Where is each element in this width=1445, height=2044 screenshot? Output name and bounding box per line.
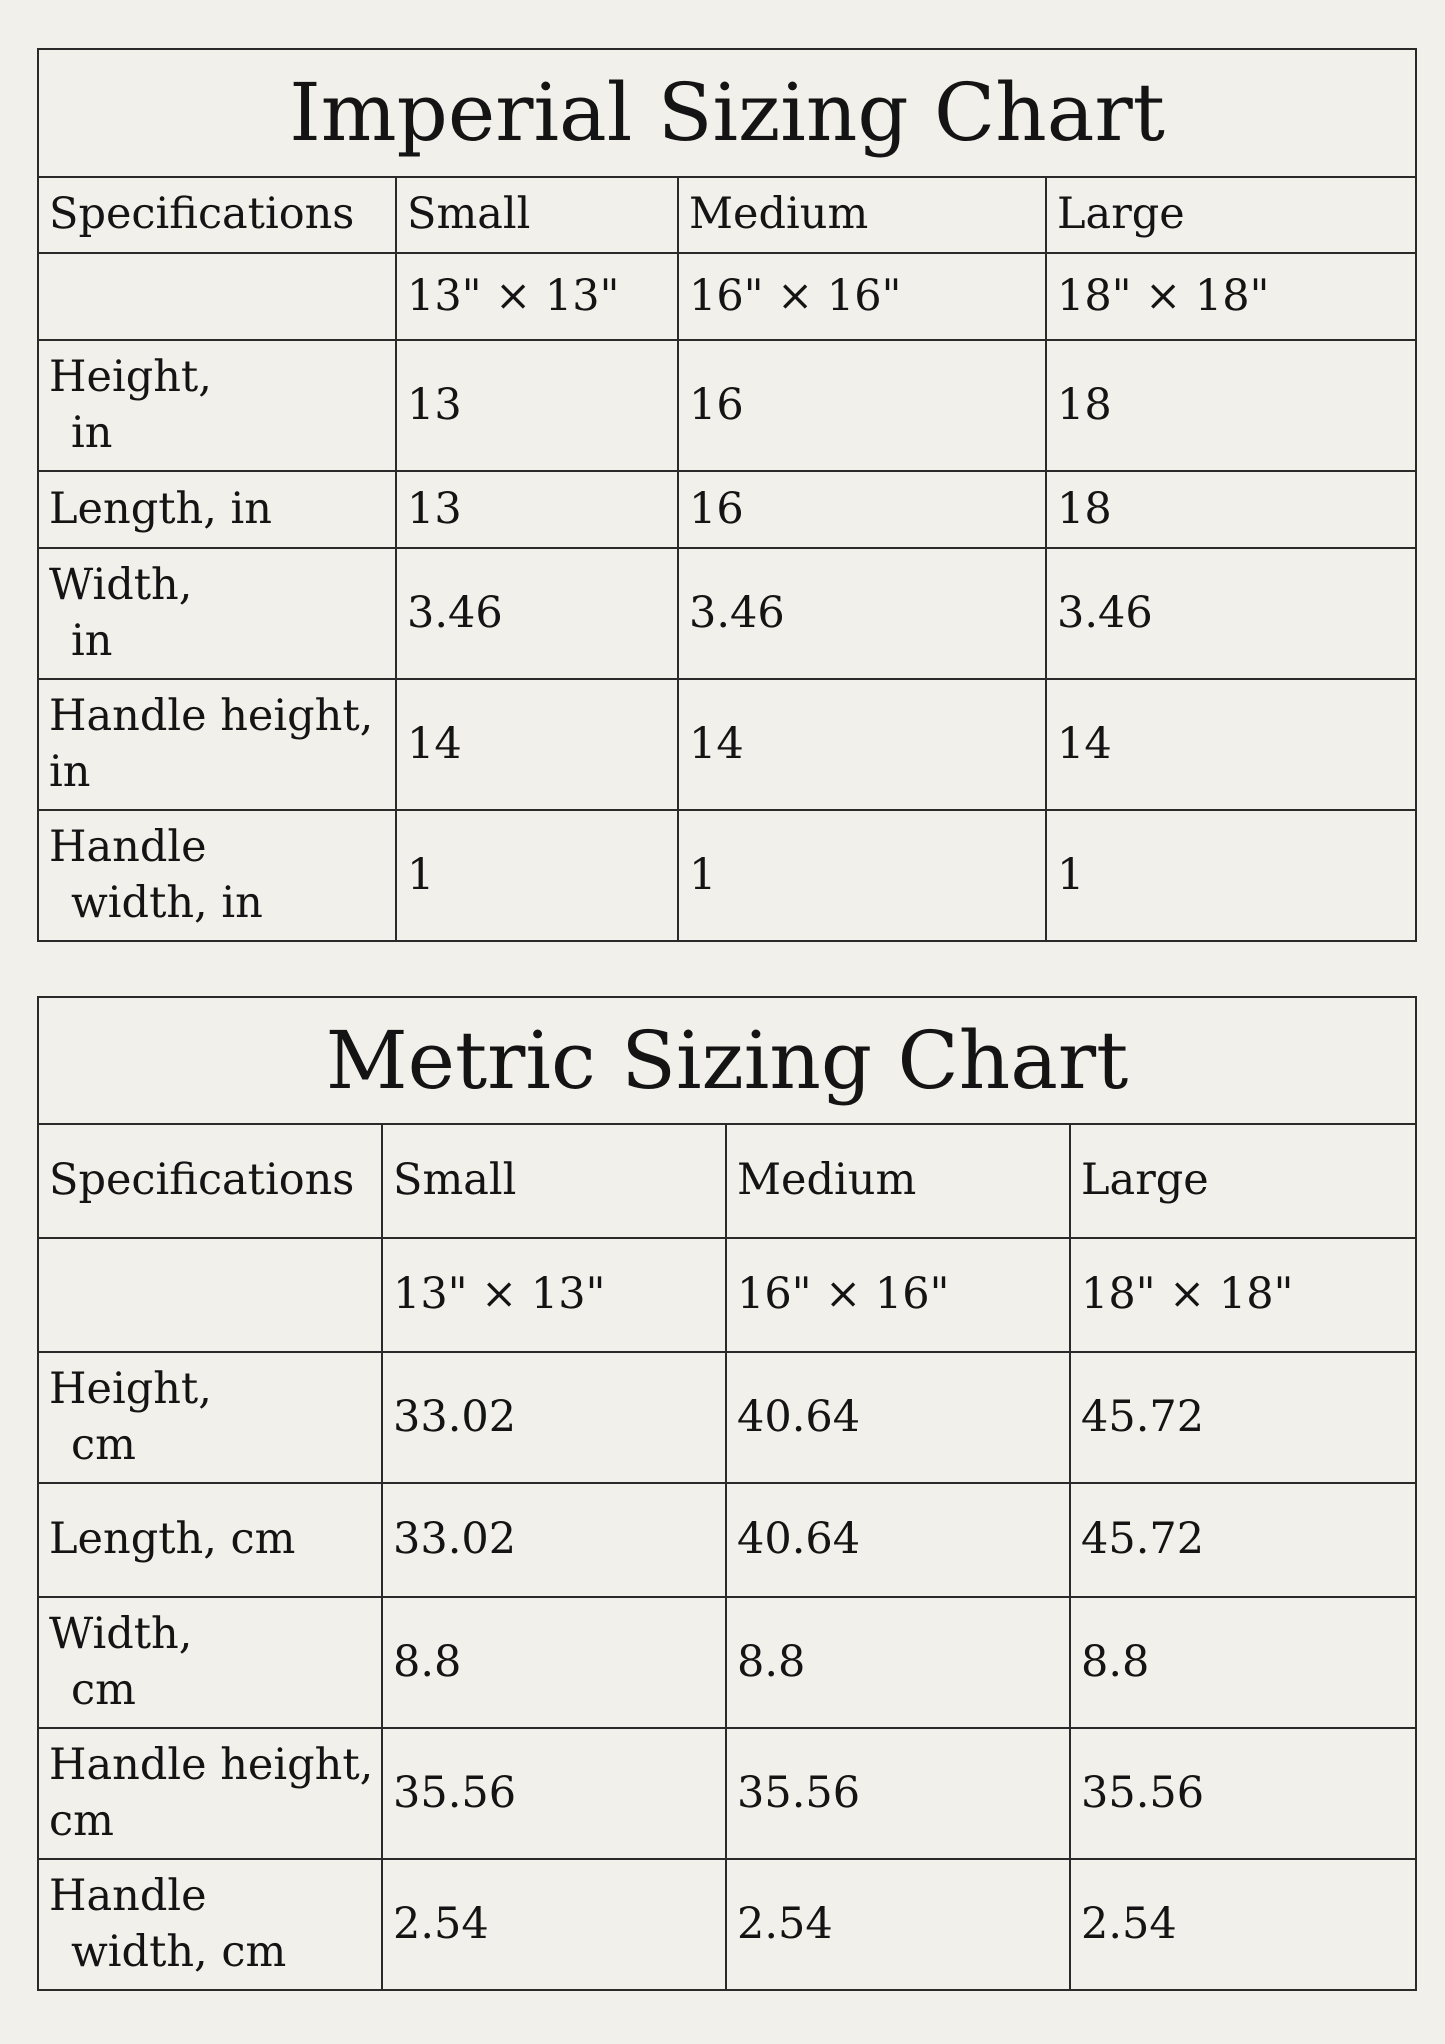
- row-label: [38, 1859, 382, 1990]
- dimension-medium: 16" × 16": [726, 1238, 1070, 1352]
- dimensions-row: [38, 253, 1416, 340]
- row-label-line1: Handle: [49, 822, 207, 873]
- value-medium: 8.8: [726, 1597, 1070, 1728]
- header-row: [38, 1124, 1416, 1238]
- table-row: [38, 471, 1416, 548]
- value-small: 33.02: [382, 1483, 726, 1597]
- row-label-line1: Width,: [49, 560, 193, 611]
- chart-title-row: [38, 49, 1416, 177]
- value-medium: 16: [678, 340, 1046, 471]
- header-specifications: Specifications: [38, 177, 396, 253]
- dimension-large: 18" × 18": [1070, 1238, 1416, 1352]
- row-label-line2: width, cm: [71, 1926, 287, 1977]
- dimension-small: 13" × 13": [382, 1238, 726, 1352]
- value-large: 45.72: [1070, 1483, 1416, 1597]
- row-label-line2: cm: [71, 1419, 136, 1470]
- table-row: [38, 679, 1416, 810]
- row-label-line1: Handle: [49, 1871, 207, 1922]
- value-large: 18: [1046, 471, 1416, 548]
- table-row: [38, 1728, 1416, 1859]
- header-large: Large: [1046, 177, 1416, 253]
- value-small: 13: [396, 471, 678, 548]
- value-large: 14: [1046, 679, 1416, 810]
- table-row: [38, 1352, 1416, 1483]
- dimensions-label: [38, 1238, 382, 1352]
- row-label: [38, 1728, 382, 1859]
- row-label: [38, 810, 396, 941]
- row-label: [38, 1597, 382, 1728]
- value-medium: 16: [678, 471, 1046, 548]
- row-label: [38, 1352, 382, 1483]
- value-medium: 35.56: [726, 1728, 1070, 1859]
- header-large: Large: [1070, 1124, 1416, 1238]
- row-label-line1: Width,: [49, 1609, 193, 1660]
- value-large: 1: [1046, 810, 1416, 941]
- row-label-line2: in: [49, 746, 91, 797]
- value-medium: 3.46: [678, 548, 1046, 679]
- table-row: [38, 810, 1416, 941]
- row-label-line1: Handle height,: [49, 691, 374, 742]
- dimension-medium: 16" × 16": [678, 253, 1046, 340]
- row-label-line2: cm: [49, 1795, 114, 1846]
- row-label-line1: Height,: [49, 1364, 212, 1415]
- value-large: 2.54: [1070, 1859, 1416, 1990]
- value-small: 33.02: [382, 1352, 726, 1483]
- row-label-line1: Handle height,: [49, 1740, 374, 1791]
- header-small: Small: [396, 177, 678, 253]
- row-label-line2: cm: [71, 1664, 136, 1715]
- value-small: 1: [396, 810, 678, 941]
- row-label-line2: width, in: [71, 877, 263, 928]
- value-small: 35.56: [382, 1728, 726, 1859]
- table-row: [38, 1483, 1416, 1597]
- value-small: 13: [396, 340, 678, 471]
- value-medium: 40.64: [726, 1352, 1070, 1483]
- header-medium: Medium: [678, 177, 1046, 253]
- chart-title: Metric Sizing Chart: [38, 997, 1416, 1124]
- row-label: [38, 548, 396, 679]
- row-label: [38, 679, 396, 810]
- value-large: 45.72: [1070, 1352, 1416, 1483]
- header-specifications: Specifications: [38, 1124, 382, 1238]
- row-label: [38, 340, 396, 471]
- chart-title: Imperial Sizing Chart: [38, 49, 1416, 177]
- row-label: Length, cm: [38, 1483, 382, 1597]
- imperial-sizing-chart: [37, 48, 1417, 942]
- value-medium: 14: [678, 679, 1046, 810]
- table-row: [38, 548, 1416, 679]
- row-label: Length, in: [38, 471, 396, 548]
- value-small: 3.46: [396, 548, 678, 679]
- value-small: 14: [396, 679, 678, 810]
- value-large: 8.8: [1070, 1597, 1416, 1728]
- dimension-large: 18" × 18": [1046, 253, 1416, 340]
- value-medium: 1: [678, 810, 1046, 941]
- value-large: 3.46: [1046, 548, 1416, 679]
- value-small: 8.8: [382, 1597, 726, 1728]
- value-large: 18: [1046, 340, 1416, 471]
- value-medium: 2.54: [726, 1859, 1070, 1990]
- value-small: 2.54: [382, 1859, 726, 1990]
- dimension-small: 13" × 13": [396, 253, 678, 340]
- dimensions-row: [38, 1238, 1416, 1352]
- table-row: [38, 1597, 1416, 1728]
- table-row: [38, 1859, 1416, 1990]
- header-row: [38, 177, 1416, 253]
- table-row: [38, 340, 1416, 471]
- row-label-line2: in: [71, 407, 113, 458]
- value-large: 35.56: [1070, 1728, 1416, 1859]
- header-small: Small: [382, 1124, 726, 1238]
- dimensions-label: [38, 253, 396, 340]
- chart-title-row: [38, 997, 1416, 1124]
- metric-sizing-chart: [37, 996, 1417, 1991]
- row-label-line1: Height,: [49, 352, 212, 403]
- row-label-line2: in: [71, 615, 113, 666]
- value-medium: 40.64: [726, 1483, 1070, 1597]
- header-medium: Medium: [726, 1124, 1070, 1238]
